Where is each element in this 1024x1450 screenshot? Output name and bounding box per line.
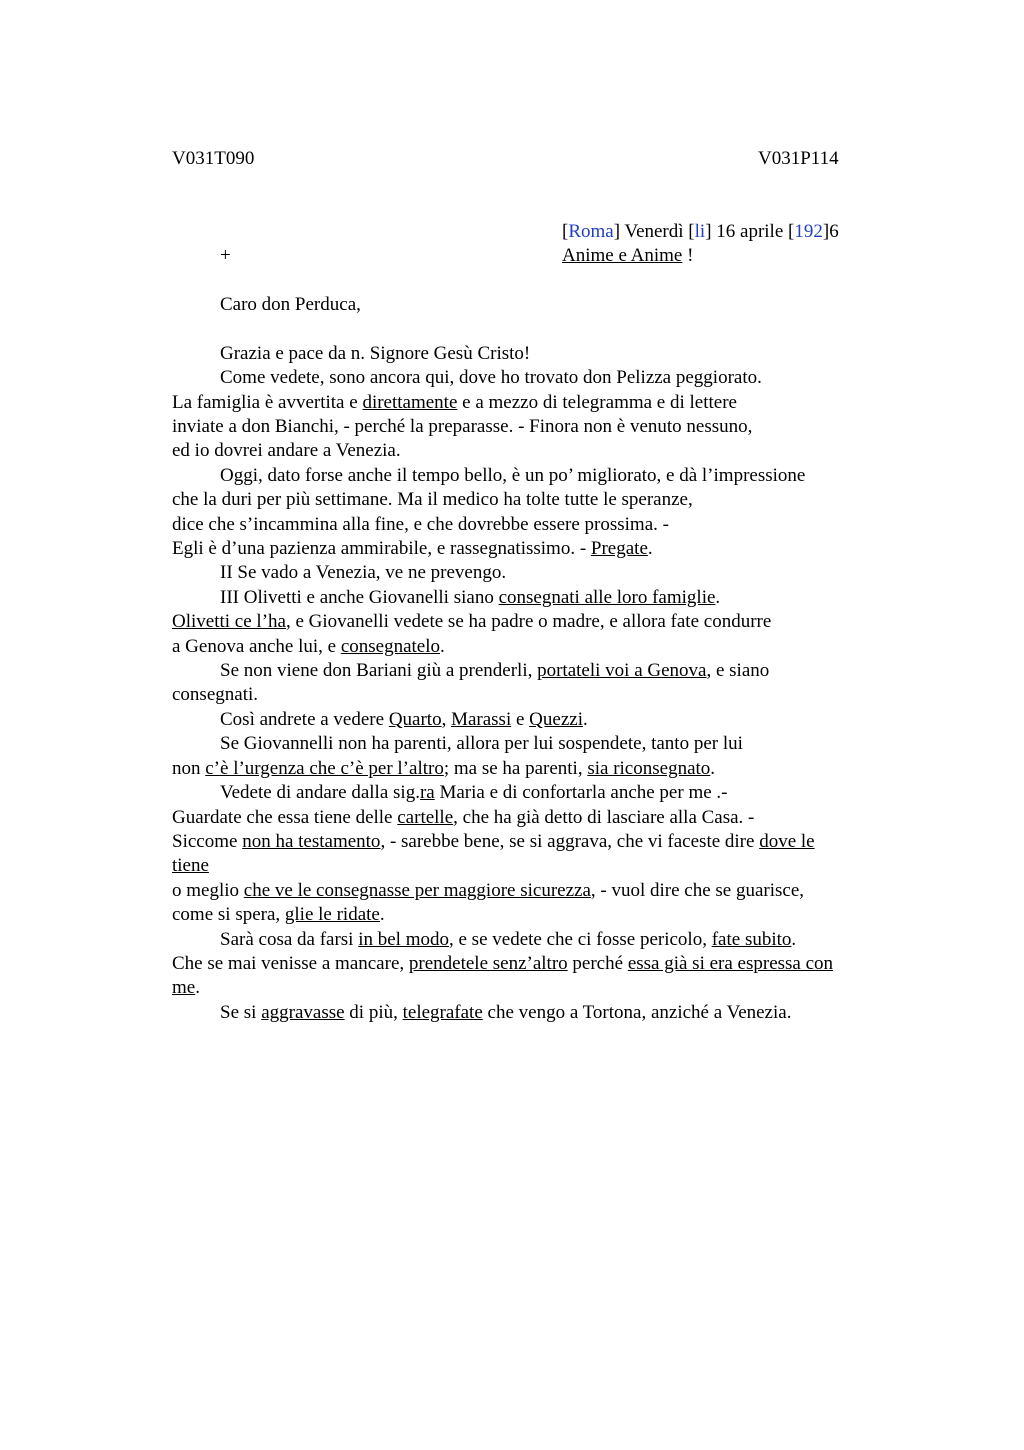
- underlined-text: consegnati alle loro famiglie: [498, 586, 716, 608]
- text-segment: ; ma se ha parenti,: [443, 757, 588, 779]
- dateline-place: Roma: [568, 221, 614, 242]
- underlined-text: portateli voi a Genova: [537, 660, 707, 682]
- underlined-text: dove le: [759, 830, 815, 852]
- text-line: consegnati.: [172, 684, 259, 706]
- text-segment: e: [511, 708, 530, 730]
- text-line: [172, 708, 902, 732]
- cross-mark: +: [220, 245, 231, 266]
- letter-body: [172, 293, 902, 1025]
- text-segment: , - sarebbe bene, se si aggrava, che vi faceste dire: [380, 830, 760, 852]
- text-segment: o meglio: [172, 879, 244, 901]
- text-line: inviate a don Bianchi, - perché la preparasse. - Finora non è venuto nessuno,: [172, 416, 753, 438]
- text-segment: Sarà cosa da farsi: [220, 928, 359, 950]
- text-line: [172, 806, 902, 830]
- text-segment: .: [379, 904, 385, 926]
- underlined-text: Pregate: [590, 538, 648, 560]
- text-line: [172, 781, 902, 805]
- text-line: [172, 537, 902, 561]
- text-line: Come vedete, sono ancora qui, dove ho trovato don Pelizza peggiorato.: [220, 367, 762, 389]
- underlined-text: consegnatelo: [340, 635, 440, 657]
- underlined-text: sia riconsegnato: [587, 757, 711, 779]
- text-line: [172, 610, 902, 634]
- underlined-text: Marassi: [451, 708, 512, 730]
- text-segment: Egli è d’una pazienza ammirabile, e rassegnatissimo. -: [172, 538, 591, 560]
- text-segment: Se non viene don Bariani giù a prenderli,: [220, 660, 538, 682]
- text-line: [172, 659, 902, 683]
- document-code-right: V031P114: [758, 148, 839, 169]
- text-line: [172, 586, 902, 610]
- motto-after: !: [682, 245, 694, 267]
- text-line: dice che s’incammina alla fine, e che dovrebbe essere prossima. -: [172, 513, 669, 535]
- text-segment: Così andrete a vedere: [220, 708, 389, 730]
- motto: [562, 244, 839, 268]
- underlined-text: Quezzi: [529, 708, 583, 730]
- dateline-year-prefix: 192: [794, 221, 823, 242]
- text-line: Se Giovannelli non ha parenti, allora per lui sospendete, tanto per lui: [220, 733, 743, 755]
- underlined-text: Quarto: [388, 708, 442, 730]
- text-segment: .: [440, 635, 445, 657]
- dateline-day: Venerdì: [620, 221, 689, 242]
- text-segment: Siccome: [172, 830, 243, 852]
- text-segment: III Olivetti e anche Giovanelli siano: [220, 586, 499, 608]
- text-segment: , e siano: [706, 660, 770, 682]
- text-line: che la duri per più settimane. Ma il medico ha tolte tutte le speranze,: [172, 489, 693, 511]
- text-segment: Che se mai venisse a mancare,: [172, 952, 409, 974]
- dateline: [Roma] Venerdì [li] 16 aprile [192]6: [562, 221, 839, 242]
- text-line: [172, 903, 902, 927]
- blank-line: [172, 317, 902, 341]
- text-segment: non: [172, 757, 206, 779]
- salutation: Caro don Perduca,: [220, 294, 361, 315]
- text-segment: che vengo a Tortona, anziché a Venezia.: [482, 1001, 792, 1023]
- text-line: [172, 952, 902, 976]
- text-line: II Se vado a Venezia, ve ne prevengo.: [220, 562, 507, 584]
- motto-text: Anime e Anime: [562, 245, 683, 267]
- text-line: Grazia e pace da n. Signore Gesù Cristo!: [220, 342, 531, 364]
- text-segment: , - vuol dire che se guarisce,: [590, 879, 805, 901]
- underlined-text: tiene: [172, 855, 209, 877]
- text-line: [172, 830, 902, 854]
- underlined-text: direttamente: [362, 391, 458, 413]
- underlined-text: glie le ridate: [284, 904, 380, 926]
- underlined-text: ra: [419, 782, 435, 804]
- text-segment: , e Giovanelli vedete se ha padre o madre, e allora fate condurre: [285, 611, 772, 633]
- text-segment: Se si: [220, 1001, 262, 1023]
- text-segment: .: [710, 757, 716, 779]
- text-segment: ,: [441, 708, 452, 730]
- underlined-text: me: [172, 977, 196, 999]
- text-line: [172, 854, 902, 878]
- text-segment: di più,: [344, 1001, 403, 1023]
- text-line: [172, 635, 902, 659]
- text-segment: come si spera,: [172, 904, 285, 926]
- underlined-text: telegrafate: [402, 1001, 483, 1023]
- text-line: [172, 391, 902, 415]
- text-segment: , che ha già detto di lasciare alla Casa. -: [453, 806, 755, 828]
- text-segment: perché: [567, 952, 628, 974]
- text-segment: e a mezzo di telegramma e di lettere: [457, 391, 737, 413]
- text-line: [172, 1001, 902, 1025]
- text-segment: .: [195, 977, 200, 999]
- document-code-left: V031T090: [172, 148, 255, 169]
- text-segment: .: [715, 586, 721, 608]
- dateline-year-suffix: 6: [829, 221, 839, 242]
- text-line: [172, 879, 902, 903]
- text-segment: Guardate che essa tiene delle: [172, 806, 398, 828]
- underlined-text: cartelle: [397, 806, 454, 828]
- text-segment: a Genova anche lui, e: [172, 635, 341, 657]
- text-segment: .: [647, 538, 653, 560]
- underlined-text: prendetele senz’altro: [408, 952, 568, 974]
- underlined-text: non ha testamento: [242, 830, 381, 852]
- underlined-text: in bel modo: [358, 928, 449, 950]
- underlined-text: essa già si era espressa con: [627, 952, 834, 974]
- text-line: [172, 928, 902, 952]
- text-line: Oggi, dato forse anche il tempo bello, è un po’ migliorato, e dà l’impressione: [220, 464, 806, 486]
- text-line: [172, 976, 902, 1000]
- text-segment: , e se vedete che ci fosse pericolo,: [449, 928, 712, 950]
- text-segment: Vedete di andare dalla sig.: [220, 782, 420, 804]
- underlined-text: c’è l’urgenza che c’è per l’altro: [205, 757, 444, 779]
- underlined-text: fate subito: [711, 928, 792, 950]
- text-line: ed io dovrei andare a Venezia.: [172, 440, 401, 462]
- underlined-text: Olivetti ce l’ha: [172, 611, 286, 633]
- text-segment: Maria e di confortarla anche per me .-: [434, 782, 728, 804]
- dateline-day-suffix: li: [694, 221, 706, 242]
- text-line: [172, 757, 902, 781]
- underlined-text: aggravasse: [261, 1001, 345, 1023]
- text-segment: La famiglia è avvertita e: [172, 391, 363, 413]
- dateline-block: [562, 220, 839, 269]
- underlined-text: che ve le consegnasse per maggiore sicurezza: [243, 879, 591, 901]
- dateline-date: 16 aprile: [711, 221, 789, 242]
- text-segment: .: [582, 708, 588, 730]
- text-segment: .: [791, 928, 797, 950]
